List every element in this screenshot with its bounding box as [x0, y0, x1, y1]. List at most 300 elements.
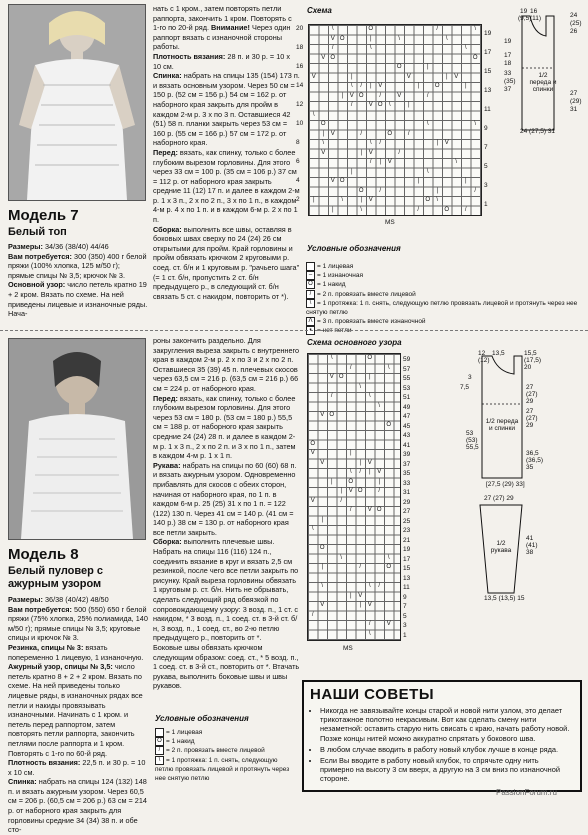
dimension-label: 12 — [478, 350, 486, 357]
chart-symbol: \ — [474, 121, 477, 127]
chart-symbol: \ — [398, 35, 401, 42]
row-number: 43 — [403, 432, 411, 439]
chart-symbol: | — [417, 83, 420, 89]
row-number: 16 — [296, 63, 304, 70]
chart-symbol: V — [368, 197, 373, 203]
model-7-legend — [306, 262, 584, 336]
chart-symbol: / — [436, 26, 439, 32]
row-number: 6 — [296, 158, 300, 165]
chart-symbol: \ — [360, 206, 363, 213]
chart-symbol: / — [331, 45, 334, 51]
chart-symbol: | — [426, 64, 429, 70]
chart-symbol: | — [312, 197, 315, 203]
chart-symbol: V — [321, 149, 326, 156]
model-8-subtitle: Белый пуловер с ажурным узором — [8, 565, 104, 590]
chart-symbol: V — [329, 374, 334, 380]
chart-symbol: O — [434, 83, 440, 89]
chart-symbol: V — [330, 35, 335, 42]
chart-symbol: O — [367, 355, 373, 361]
chart-symbol: \ — [464, 45, 467, 51]
chart-symbol: O — [319, 545, 325, 551]
dimension-label: 27 — [526, 384, 534, 391]
chart-symbol: / — [379, 92, 382, 99]
dimension-label: (17,5) — [524, 357, 541, 364]
chart-symbol: \ — [388, 102, 391, 108]
chart-symbol: \ — [311, 526, 314, 532]
legend-symbol-icon: / — [306, 290, 315, 299]
chart-symbol: \ — [369, 140, 372, 146]
tip-item: • Никогда не завязывайте концы старой и новой нити узлом, это делает трикотажное полотно некрасивым. Вот как сделать смену нити незаметной: оставить старую нить свисать с краю, начать работу новой. Позже концы нитей можно аккуратно спрятать у бокового шва. — [320, 706, 574, 743]
chart-symbol: O — [386, 421, 392, 428]
model-8-pattern2-dims — [452, 495, 586, 605]
dimension-label: 29 — [526, 422, 534, 429]
chart-symbol: O — [386, 564, 392, 570]
dimension-label: 16 — [530, 8, 538, 15]
chart-symbol: V — [454, 73, 459, 80]
model-7-photo — [8, 4, 146, 201]
chart-symbol: \ — [369, 45, 372, 51]
dimension-label: (36,5) — [526, 457, 543, 464]
chart-symbol: V — [320, 459, 325, 466]
row-number: 7 — [403, 603, 407, 610]
chart-symbol: V — [367, 507, 372, 513]
paragraph: Размеры: 36/38 (40/42) 48/50 — [8, 595, 109, 604]
chart-symbol: / — [368, 621, 371, 627]
chart-symbol: / — [369, 159, 372, 165]
paragraph: Боковые швы обвязать крючком следующим образом: соед. ст., * 5 возд. п., 1 соед. ст. в 3-й ст., повторить от *. Втачать рукава, выполнить боковые швы и швы рукавов. — [153, 643, 300, 691]
dimension-label: 27 (27) 29 — [484, 495, 514, 502]
chart-symbol: | — [369, 35, 372, 42]
chart-symbol: V — [348, 488, 353, 494]
legend-item: \ = 1 протяжка: 1 п. снять, следующую петлю провязать лицевой и протянуть через нее снятую петлю — [306, 299, 578, 317]
paragraph: роны закончить раздельно. Для закругления выреза закрыть с внутреннего края в каждом 2-м р. 2 х по 3 и 2 х по 2 п. Оставшиеся 35 (39) 45 п. плечевых скосов через 63,5 см = 216 р. (63,5 см = 216 р.) 66 см = 224 р. от наборного края. — [153, 336, 300, 393]
photo-model-7-icon — [9, 5, 145, 200]
chart-symbol: / — [359, 469, 362, 475]
dimension-label: (35) — [504, 78, 516, 85]
tips-title: НАШИ СОВЕТЫ — [310, 686, 434, 703]
row-number: 39 — [403, 451, 411, 458]
row-number: 31 — [403, 489, 411, 496]
row-number: 17 — [403, 555, 411, 563]
chart-symbol: \ — [340, 554, 343, 561]
chart-symbol: | — [350, 73, 353, 80]
chart-symbol: \ — [387, 554, 390, 561]
model-8-pattern2-label: 1/2 рукава — [490, 540, 512, 554]
chart-symbol: / — [407, 130, 410, 137]
paragraph: Перед: вязать, как спинку, только с более глубоким вырезом горловины. Для этого через 53 см = 180 р. (53 см = 180 р.) 55,5 см = 188 р. от наборного края закрыть средние 24 (24) 28 п. и далее в каждом 2-м р. 1 х 3 п., 2 х по 2 п. и 3 х по 1 п., затем в каждом 4-м р. 1 х 1 п. — [153, 393, 296, 461]
chart-symbol: / — [464, 206, 467, 213]
chart-symbol: V — [310, 497, 315, 504]
chart-symbol: O — [425, 197, 431, 203]
chart-symbol: V — [310, 450, 315, 456]
chart-symbol: | — [378, 478, 381, 485]
chart-symbol: V — [397, 92, 402, 99]
row-number: 23 — [403, 527, 411, 534]
dimension-label: 31 — [570, 106, 578, 113]
row-number: 2 — [296, 196, 300, 203]
dimension-label: 27 — [570, 90, 578, 97]
legend-item: = 1 лицевая — [306, 262, 584, 271]
paragraph: нать с 1 кром., затем повторять петли раппорта, закончить 1 кром. Повторять с 1-го по 20-й ряд. Внимание! Через один раппорт вязать с изнаночной стороны работы. — [153, 4, 292, 52]
tip-item: • В любом случае вводить в работу новый клубок лучше в конце ряда. — [320, 745, 574, 754]
chart-symbol: | — [360, 149, 363, 156]
model-8-legend-title: Условные обозначения — [155, 714, 249, 723]
chart-symbol: | — [331, 206, 334, 213]
knitting-chart-icon — [308, 24, 482, 216]
legend-item: / = 2 п. провязать вместе лицевой — [306, 290, 584, 299]
dimension-label: (9,5) — [518, 15, 532, 22]
chart-symbol: | — [368, 374, 371, 380]
paragraph: Размеры: 34/36 (38/40) 44/46 — [8, 242, 109, 251]
paragraph: Плотность вязания: 22,5 п. и 30 р. = 10 х 10 см. — [8, 758, 146, 777]
chart-symbol: | — [349, 450, 352, 456]
dimension-label: 19 — [520, 8, 528, 15]
chart-symbol: V — [349, 92, 354, 99]
chart-symbol: | — [379, 159, 382, 165]
dimension-label: 35 — [526, 464, 534, 471]
chart-symbol: | — [464, 178, 467, 184]
model-8-scheme-title: Схема основного узора — [307, 338, 402, 347]
chart-symbol: \ — [455, 159, 458, 165]
legend-symbol-icon: ▪ — [306, 326, 315, 335]
model-7-text-col1 — [8, 242, 148, 319]
legend-symbol-icon: O — [155, 737, 164, 746]
chart-symbol: V — [320, 602, 325, 608]
dimension-label: 15,5 — [524, 350, 537, 357]
row-number: 4 — [296, 177, 300, 184]
model-8-text-col2 — [153, 336, 300, 691]
paragraph: Плотность вязания: 28 п. и 30 р. = 10 х 10 см. — [153, 51, 290, 71]
chart-symbol: / — [360, 83, 363, 89]
chart-symbol: \ — [321, 583, 324, 589]
photo-model-8-icon — [9, 339, 145, 539]
chart-symbol: / — [417, 206, 420, 213]
chart-symbol: / — [426, 92, 429, 99]
chart-symbol: | — [368, 469, 371, 475]
chart-symbol: / — [330, 393, 333, 399]
chart-symbol: V — [444, 140, 449, 146]
dimension-label: 29 — [526, 398, 534, 405]
chart-symbol: O — [396, 64, 402, 70]
dimension-label: 37 — [504, 86, 512, 93]
chart-symbol: \ — [368, 630, 371, 637]
model-8-ms-label: MS — [343, 645, 353, 652]
chart-symbol: V — [320, 412, 325, 418]
row-number: 10 — [296, 120, 304, 127]
dimension-label: 7,5 — [460, 384, 470, 391]
legend-item: ▪ = нет петли — [306, 326, 584, 335]
row-number: 7 — [484, 144, 488, 151]
chart-symbol: \ — [426, 168, 429, 175]
chart-symbol: V — [378, 83, 383, 89]
paragraph: Резинка, спицы № 3: вязать попеременно 1 лицевую, 1 изнаночную. — [8, 642, 144, 662]
row-number: 15 — [403, 565, 411, 572]
chart-symbol: O — [338, 374, 344, 380]
chart-symbol: | — [349, 592, 352, 599]
chart-symbol: | — [341, 92, 344, 99]
chart-symbol: O — [329, 412, 335, 418]
chart-symbol: \ — [445, 35, 448, 42]
chart-symbol: | — [436, 187, 439, 194]
row-number: 11 — [484, 106, 491, 113]
row-number: 55 — [403, 375, 411, 382]
row-number: 15 — [484, 68, 492, 75]
chart-symbol: / — [340, 497, 343, 504]
row-number: 13 — [484, 87, 492, 94]
dimension-label: 13,5 (13,5) 15 — [484, 595, 525, 602]
row-number: 8 — [296, 139, 300, 146]
dimension-label: 17 — [504, 52, 512, 59]
chart-symbol: V — [387, 159, 392, 165]
legend-item: \ = 1 протяжка: 1 п. снять, следующую петлю провязать лицевой и протянуть через нее снятую петлю — [155, 756, 290, 782]
row-number: 27 — [403, 508, 411, 515]
dimension-label: 19 — [504, 38, 512, 45]
paragraph: Перед: вязать, как спинку, только с более глубоким вырезом горловины. Для этого через 33 см = 100 р. (35 см = 106 р.) 37 см = 112 р. от наборного края закрыть средние 11 (12) 17 п. и далее в каждом 2-м р. 1 х 3 п., 2 х по 2 п., 3 х по 1 п., в каждом 4-м р. 4 х по 1 п. и в каждом 6-м р. 2 х по 1 п. — [153, 147, 300, 225]
paragraph: Вам потребуется: 300 (350) 400 г белой пряжи (100% хлопка, 125 м/50 г); прямые спицы № 3,5; крючок № 3. — [8, 251, 147, 280]
dimension-label: (53) — [466, 437, 478, 444]
dimension-label: 18 — [504, 60, 512, 67]
dimension-label: (12) — [478, 357, 490, 364]
row-number: 59 — [403, 356, 411, 363]
dimension-label: (41) — [526, 542, 538, 549]
row-number: 1 — [484, 201, 488, 208]
chart-symbol: \ — [474, 26, 477, 32]
chart-symbol: \ — [368, 393, 371, 399]
dimension-label: 38 — [526, 549, 534, 556]
row-number: 35 — [403, 470, 411, 477]
row-number: 33 — [403, 479, 411, 487]
chart-symbol: O — [368, 26, 374, 32]
legend-item: O = 1 накид — [155, 737, 295, 746]
chart-symbol: / — [311, 611, 314, 618]
chart-symbol: O — [358, 187, 364, 194]
legend-symbol-icon: Λ — [306, 317, 315, 326]
dimension-label: [27,5 (29) 33] — [486, 481, 525, 488]
row-number: 13 — [403, 574, 411, 582]
chart-symbol: | — [407, 102, 410, 108]
chart-symbol: | — [340, 488, 343, 494]
chart-symbol: / — [474, 187, 477, 194]
model-7-pattern-dims — [500, 8, 586, 138]
chart-symbol: | — [360, 197, 363, 203]
row-number: 9 — [403, 593, 407, 601]
dimension-label: 41 — [526, 535, 534, 542]
model-7-scheme-title: Схема — [307, 6, 332, 15]
model-8-title: Модель 8 — [8, 546, 79, 563]
chart-symbol: \ — [341, 197, 344, 203]
dimension-label: (27) — [526, 391, 538, 398]
dimension-label: 36,5 — [526, 450, 539, 457]
chart-symbol: \ — [349, 469, 352, 475]
chart-symbol: / — [378, 488, 381, 494]
tip-item: • Если Вы вводите в работу новый клубок, то спрячьте одну нить примерно на высоту 3 см вверх, а другую на 3 см вниз по изнаночной стороне. — [320, 756, 574, 784]
row-number: 53 — [403, 384, 411, 392]
dimension-label: 24 (27,5) 31 — [520, 128, 556, 135]
chart-symbol: \ — [436, 197, 439, 203]
chart-symbol: V — [311, 73, 316, 80]
model-7-pattern-label: 1/2 переда и спинки — [529, 72, 557, 93]
dimension-label: 3 — [468, 374, 472, 381]
legend-symbol-icon: – — [306, 271, 315, 280]
row-number: 41 — [403, 441, 411, 449]
dimension-label: 26 — [570, 28, 578, 35]
chart-symbol: | — [359, 602, 362, 608]
model-8-legend — [155, 728, 295, 783]
chart-symbol: | — [464, 83, 467, 89]
chart-symbol: \ — [312, 111, 315, 118]
legend-symbol-icon: O — [306, 280, 315, 289]
chart-symbol: O — [387, 130, 393, 137]
dimension-label: 55,5 — [466, 444, 479, 451]
legend-item: O = 1 накид — [306, 280, 584, 289]
chart-symbol: O — [330, 54, 336, 61]
chart-symbol: O — [310, 440, 316, 447]
row-number: 18 — [296, 44, 304, 51]
paragraph: Основной узор: число петель кратно 19 + 2 кром. Вязать по схеме. На ней приведены лицевые и изнаночные ряды. Нача- — [8, 280, 148, 319]
chart-symbol: \ — [331, 26, 334, 32]
section-divider — [0, 330, 588, 331]
chart-symbol: | — [436, 140, 439, 146]
row-number: 14 — [296, 82, 304, 89]
chart-symbol: \ — [322, 140, 325, 146]
chart-symbol: \ — [387, 364, 390, 371]
chart-symbol: O — [444, 206, 450, 213]
row-number: 37 — [403, 460, 411, 468]
row-number: 47 — [403, 413, 411, 420]
chart-symbol: O — [339, 35, 345, 42]
row-number: 20 — [296, 25, 304, 32]
legend-symbol-icon: \ — [155, 756, 164, 765]
chart-symbol: / — [359, 564, 362, 570]
dimension-label: 20 — [524, 364, 532, 371]
watermark: PassionForum.ru — [496, 788, 557, 797]
chart-symbol: | — [330, 478, 333, 485]
chart-symbol: V — [377, 469, 382, 475]
legend-item: – = 1 изнаночная — [306, 271, 584, 280]
chart-symbol: | — [321, 564, 324, 570]
row-number: 49 — [403, 403, 411, 411]
chart-symbol: / — [360, 130, 363, 137]
chart-symbol: | — [445, 73, 448, 80]
dimension-label: (27) — [526, 415, 538, 422]
legend-item: Λ = 3 п. провязать вместе изнаночной — [306, 317, 584, 326]
dimension-label: 13,5 — [492, 350, 505, 357]
chart-symbol: O — [376, 507, 382, 513]
dimension-label: 27 — [526, 408, 534, 415]
chart-symbol: \ — [368, 583, 371, 589]
chart-symbol: V — [367, 602, 372, 608]
chart-symbol: / — [349, 507, 352, 513]
chart-symbol: / — [350, 102, 353, 108]
tips-list — [310, 706, 574, 784]
chart-symbol: | — [350, 168, 353, 175]
chart-symbol: V — [368, 102, 373, 108]
paragraph: Вам потребуется: 500 (550) 650 г белой пряжи (75% хлопка, 25% полиамида, 140 м/50 г); прямые спицы № 3,5; круговые спицы и крючок № 3. — [8, 604, 148, 643]
chart-symbol: O — [358, 92, 364, 99]
chart-symbol: \ — [378, 402, 381, 409]
chart-symbol: \ — [426, 121, 429, 127]
chart-symbol: \ — [330, 355, 333, 361]
chart-symbol: / — [378, 583, 381, 589]
row-number: 5 — [484, 163, 488, 170]
chart-symbol: V — [368, 149, 373, 156]
dimension-label: (11) — [530, 15, 542, 22]
chart-symbol: / — [379, 187, 382, 194]
paragraph: Рукава: набрать на спицы по 60 (60) 68 п. и вязать ажурным узором. Одновременно прибавлять для скосов с обеих сторон, начиная от наборного края, по 1 п. в каждом 6-м р. 25 (25) 31 х по 1 п. = 122 (122) 130 п. Через 41 см = 140 р. (41 см = 140 р.) 38 см = 130 р. от наборного края все петли закрыть. — [153, 460, 297, 537]
row-number: 12 — [296, 101, 304, 108]
chart-symbol: O — [472, 54, 478, 61]
dimension-label: (25) — [570, 20, 582, 27]
paragraph: Сборка: выполнить плечевые швы. Набрать на спицы 116 (116) 124 п., соединить вязание в круг и вязать 2,5 см резинкой, после чего все петли закрыть по рисунку. Край выреза горловины обвязать 1 круговым р. ст. б/н. Нить не обрывать, сделать следующий ряд обвязкой по сопровождающему узору: 3 возд. п., 1 ст. с накидом, * 3 возд. п., 1 соед. ст. в 3-й ст. б/н, 3 возд. п., 1 соед. ст., во 2-ю петлю предыдущего р., повторить от *. — [153, 537, 299, 643]
chart-symbol: V — [406, 73, 411, 80]
model-8-pattern1-dims — [452, 350, 586, 490]
model-7-text-col2 — [153, 4, 300, 301]
row-number: 25 — [403, 517, 411, 525]
model-8-text-col1 — [8, 595, 148, 835]
dimension-label: (29) — [570, 98, 582, 105]
chart-symbol: V — [330, 130, 335, 137]
row-number: 29 — [403, 498, 411, 506]
chart-symbol: V — [386, 621, 391, 627]
row-number: 51 — [403, 394, 411, 401]
chart-symbol: V — [358, 592, 363, 599]
tips-box — [302, 680, 582, 792]
model-8-chart — [307, 353, 401, 641]
chart-symbol: | — [359, 459, 362, 466]
row-number: 9 — [484, 125, 488, 132]
chart-symbol: O — [339, 178, 345, 184]
row-number: 45 — [403, 422, 411, 430]
row-number: 19 — [484, 30, 492, 37]
model-7-subtitle: Белый топ — [8, 226, 67, 238]
chart-symbol: | — [322, 130, 325, 137]
row-number: 21 — [403, 536, 411, 544]
row-number: 5 — [403, 612, 407, 620]
paragraph: Спинка: набрать на спицы 124 (132) 148 п. и вязать ажурным узором. Через 60,5 см = 206 р. (60,5 см = 206 р.) 63 см = 214 р. от наборного края закрыть для горловины средние 34 (34) 38 п. и обе сто- — [8, 777, 147, 835]
chart-symbol: O — [320, 121, 326, 127]
chart-symbol: O — [348, 478, 354, 485]
chart-symbol: O — [377, 102, 383, 108]
row-number: 57 — [403, 365, 411, 373]
model-7-ms-label: MS — [385, 219, 395, 226]
dimension-label: 53 — [466, 430, 474, 437]
legend-item: / = 2 п. провязать вместе лицевой — [155, 746, 295, 755]
chart-symbol: / — [398, 149, 401, 156]
chart-symbol: | — [369, 83, 372, 89]
dimension-label: 33 — [504, 70, 512, 77]
chart-symbol: | — [321, 516, 324, 523]
legend-symbol-icon: \ — [306, 299, 315, 308]
legend-symbol-icon — [155, 728, 164, 737]
dimension-label: 24 — [570, 12, 578, 19]
chart-symbol: | — [417, 178, 420, 184]
model-7-legend-title: Условные обозначения — [307, 244, 401, 253]
model-8-photo — [8, 338, 146, 540]
row-number: 17 — [484, 49, 492, 56]
chart-symbol: \ — [350, 83, 353, 89]
chart-symbol: \ — [359, 383, 362, 390]
paragraph: Сборка: выполнить все швы, оставляя в боковых швах сверху по 24 (24) 26 см открытыми для пройм. Край горловины и пройм обвязать крючком 2 круговыми р. соед. ст. б/н и 1 круговым р. "рачьего шага" (= 1 ст. б/н, пропустить 2 ст. б/н предыдущего р., в следующий ст. б/н связать 5 ст. с накидом, повторить от *). — [153, 224, 300, 301]
chart-symbol: / — [379, 140, 382, 146]
legend-symbol-icon: / — [155, 746, 164, 755]
row-number: 1 — [403, 631, 407, 639]
chart-symbol: O — [357, 488, 363, 494]
legend-item: = 1 лицевая — [155, 728, 295, 737]
chart-symbol: / — [349, 364, 352, 371]
row-number: 19 — [403, 546, 411, 553]
model-8-pattern1-label: 1/2 переда и спинки — [485, 418, 519, 432]
chart-symbol: V — [321, 54, 326, 61]
